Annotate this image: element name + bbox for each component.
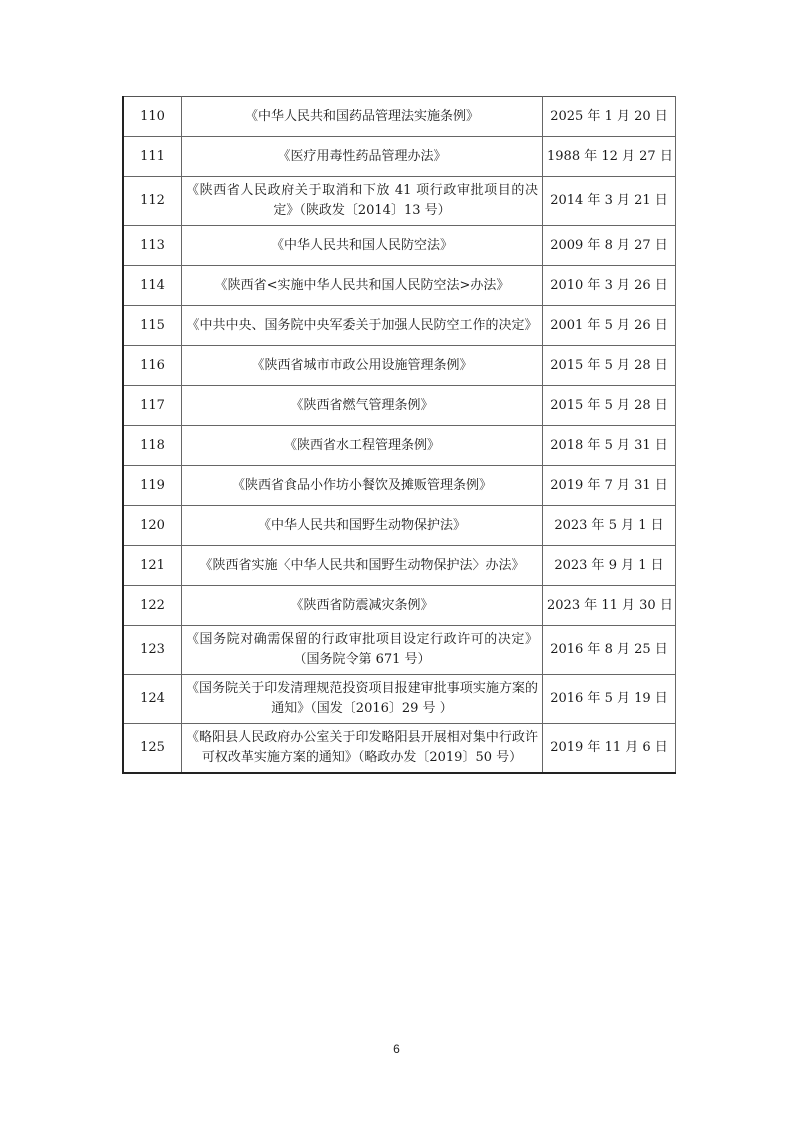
table-row <box>123 626 676 675</box>
table-row <box>123 675 676 724</box>
page-number: 6 <box>393 1042 400 1056</box>
table-row <box>123 724 676 774</box>
table-row <box>123 306 676 346</box>
effective-date: 2015 年 5 月 28 日 <box>543 346 676 386</box>
table-row <box>123 177 676 226</box>
row-number: 113 <box>123 226 182 266</box>
regulation-name: 《中华人民共和国人民防空法》 <box>182 226 543 266</box>
row-number: 124 <box>123 675 182 724</box>
effective-date: 2016 年 5 月 19 日 <box>543 675 676 724</box>
row-number: 122 <box>123 586 182 626</box>
regulation-name: 《中共中央、国务院中央军委关于加强人民防空工作的决定》 <box>182 306 543 346</box>
effective-date: 2019 年 11 月 6 日 <box>543 724 676 774</box>
row-number: 117 <box>123 386 182 426</box>
table-row <box>123 426 676 466</box>
regulation-name: 《陕西省城市市政公用设施管理条例》 <box>182 346 543 386</box>
row-number: 115 <box>123 306 182 346</box>
row-number: 116 <box>123 346 182 386</box>
regulation-name: 《陕西省实施〈中华人民共和国野生动物保护法〉办法》 <box>182 546 543 586</box>
regulation-name: 《国务院对确需保留的行政审批项目设定行政许可的决定》（国务院令第 671 号） <box>182 626 543 675</box>
row-number: 120 <box>123 506 182 546</box>
row-number: 112 <box>123 177 182 226</box>
table-row <box>123 386 676 426</box>
table-row <box>123 346 676 386</box>
effective-date: 2019 年 7 月 31 日 <box>543 466 676 506</box>
row-number: 119 <box>123 466 182 506</box>
regulation-name: 《陕西省人民政府关于取消和下放 41 项行政审批项目的决定》（陕政发〔2014〕13 号） <box>182 177 543 226</box>
row-number: 118 <box>123 426 182 466</box>
table-row <box>123 546 676 586</box>
row-number: 110 <box>123 97 182 137</box>
regulation-name: 《陕西省燃气管理条例》 <box>182 386 543 426</box>
effective-date: 2010 年 3 月 26 日 <box>543 266 676 306</box>
effective-date: 2009 年 8 月 27 日 <box>543 226 676 266</box>
table-row <box>123 97 676 137</box>
row-number: 114 <box>123 266 182 306</box>
regulation-name: 《中华人民共和国药品管理法实施条例》 <box>182 97 543 137</box>
effective-date: 2001 年 5 月 26 日 <box>543 306 676 346</box>
regulation-name: 《略阳县人民政府办公室关于印发略阳县开展相对集中行政许可权改革实施方案的通知》（略政办发〔2019〕50 号） <box>182 724 543 774</box>
regulation-name: 《陕西省防震减灾条例》 <box>182 586 543 626</box>
effective-date: 2023 年 5 月 1 日 <box>543 506 676 546</box>
effective-date: 2018 年 5 月 31 日 <box>543 426 676 466</box>
table-row <box>123 226 676 266</box>
table-row <box>123 506 676 546</box>
regulation-name: 《陕西省<实施中华人民共和国人民防空法>办法》 <box>182 266 543 306</box>
row-number: 123 <box>123 626 182 675</box>
regulation-name: 《陕西省水工程管理条例》 <box>182 426 543 466</box>
effective-date: 1988 年 12 月 27 日 <box>543 137 676 177</box>
table-row <box>123 466 676 506</box>
table-row <box>123 586 676 626</box>
regulation-name: 《陕西省食品小作坊小餐饮及摊贩管理条例》 <box>182 466 543 506</box>
row-number: 111 <box>123 137 182 177</box>
regulation-name: 《医疗用毒性药品管理办法》 <box>182 137 543 177</box>
effective-date: 2016 年 8 月 25 日 <box>543 626 676 675</box>
effective-date: 2015 年 5 月 28 日 <box>543 386 676 426</box>
regulation-name: 《国务院关于印发清理规范投资项目报建审批事项实施方案的通知》（国发〔2016〕29 号 ） <box>182 675 543 724</box>
table-row <box>123 137 676 177</box>
row-number: 121 <box>123 546 182 586</box>
table-row <box>123 266 676 306</box>
regulation-name: 《中华人民共和国野生动物保护法》 <box>182 506 543 546</box>
row-number: 125 <box>123 724 182 774</box>
effective-date: 2025 年 1 月 20 日 <box>543 97 676 137</box>
effective-date: 2023 年 9 月 1 日 <box>543 546 676 586</box>
regulations-table <box>122 96 676 774</box>
effective-date: 2014 年 3 月 21 日 <box>543 177 676 226</box>
effective-date: 2023 年 11 月 30 日 <box>543 586 676 626</box>
